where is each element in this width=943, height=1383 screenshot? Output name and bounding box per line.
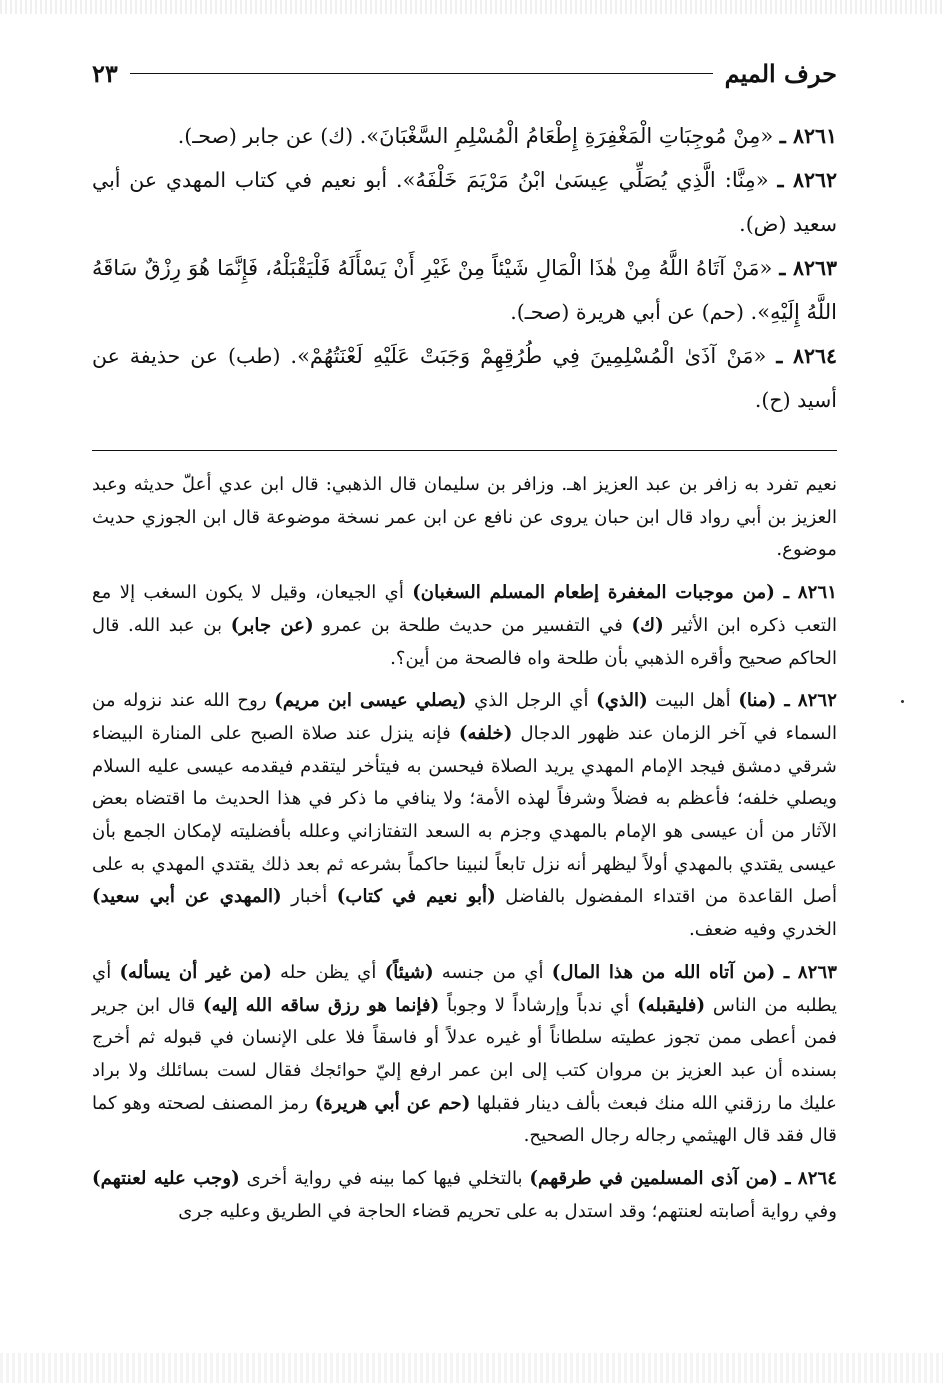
commentary-text: فإنه ينزل عند صلاة الصبح على المنارة البيضاء شرقي دمشق فيجد الإمام المهدي يريد الصلاة فيحسن به فيتأخر ليتقدم فيقدمه عيسى عليه السلام ويصلي خلفه؛ فأعظم به فضلاً وشرفاً لهذه الأمة؛ ولا ينافي ما ذكر في هذا الحديث ما اقتضاه بعض الآثار من أن عيسى هو الإمام بالمهدي وجزم به السعد التفتازاني وعلله بأفضليته لإمكان الجمع بأن عيسى يقتدي بالمهدي أولاً ليظهر أنه نزل تابعاً لنبينا حاكماً بشرعه ثم بعد ذلك يقتدي المهدي به على أصل القاعدة من اقتداء المفضول بالفاضل: [92, 722, 837, 908]
commentary-text: أهل البيت: [647, 690, 739, 712]
commentary-lemma: (عن جابر): [230, 614, 314, 636]
hadith-entry: [92, 114, 837, 158]
commentary-lemma: ٨٢٦٣ ـ (من آتاه الله من هذا المال): [551, 961, 837, 983]
commentary-text: روح الله عند نزوله من السماء في آخر الزمان عند ظهور الدجال: [92, 690, 838, 744]
hadith-quote: «مِنَّا: الَّذِي يُصَلِّي عِيسَىٰ ابْنُ مَرْيَمَ خَلْفَهُ».: [395, 168, 769, 192]
hadith-source: (طب) عن حذيفة عن أسيد (ح).: [92, 344, 837, 412]
section-divider: [92, 450, 837, 451]
header-rule: [130, 73, 713, 74]
hadith-number: ٨٢٦٢ ـ: [777, 168, 837, 192]
commentary-lemma: (وجب عليه لعنتهم): [92, 1168, 240, 1190]
book-page: [92, 50, 837, 1238]
commentary-text: أي الجيعان، وقيل لا يكون السغب إلا مع التعب ذكره ابن الأثير: [92, 582, 837, 636]
commentary-text: وفي رواية أصابته لعنتهم؛ وقد استدل به على تحريم قضاء الحاجة في الطريق وعليه جرى: [178, 1200, 837, 1222]
commentary-paragraph: [92, 469, 837, 567]
hadith-entry: [92, 334, 837, 422]
commentary-text: رمز المصنف لصحته وهو كما قال فقد قال الهيثمي رجاله رجال الصحيح.: [92, 1092, 837, 1147]
commentary-paragraph: [92, 685, 837, 947]
commentary-lemma: ٨٢٦٤ ـ (من آذى المسلمين في طرقهم): [529, 1168, 837, 1190]
hadith-quote: «مِنْ مُوجِبَاتِ الْمَغْفِرَةِ إِطْعَامُ الْمُسْلِمِ السَّغْبَانَ».: [359, 124, 774, 148]
commentary-text: أخبار: [281, 886, 337, 908]
hadith-source: (ك) عن جابر (صحـ).: [177, 124, 360, 148]
hadith-number: ٨٢٦٣ ـ: [779, 256, 837, 280]
commentary-text: أي يطلبه من الناس: [92, 961, 837, 1016]
commentary-paragraph: [92, 1163, 837, 1228]
commentary-lemma: (ك): [631, 614, 664, 636]
hadith-number: ٨٢٦٤ ـ: [776, 344, 837, 368]
running-head: [92, 50, 837, 96]
scan-noise-top: [0, 0, 943, 14]
commentary-lemma: (يصلي عيسى ابن مريم): [274, 690, 467, 712]
commentary-lemma: (فليقبله): [637, 994, 706, 1016]
commentary-paragraph: [92, 957, 837, 1153]
hadith-quote: «مَنْ آذَىٰ الْمُسْلِمِينَ فِي طُرُقِهِمْ وَجَبَتْ عَلَيْهِ لَعْنَتُهُمْ».: [290, 344, 767, 368]
commentary-lemma: (خلفه): [458, 722, 513, 744]
commentary-lemma: ٨٢٦٢ ـ (منا): [738, 690, 837, 712]
commentary-lemma: (من غير أن يسأله): [119, 961, 272, 983]
commentary-text: أي الرجل الذي: [466, 690, 597, 712]
commentary-text: بالتخلي فيها كما بينه في رواية أخرى: [239, 1168, 530, 1190]
commentary-lemma: ٨٢٦١ ـ (من موجبات المغفرة إطعام المسلم السغبان): [412, 582, 837, 604]
commentary-lemma: (حم عن أبي هريرة): [314, 1092, 471, 1114]
commentary-lemma: (الذي): [596, 690, 648, 712]
commentary-text: بن عبد الله. قال الحاكم صحيح وأقره الذهبي بأن طلحة واه فالصحة من أين؟.: [92, 614, 837, 669]
hadith-number: ٨٢٦١ ـ: [779, 124, 837, 148]
commentary-text: نعيم تفرد به زافر بن عبد العزيز اهـ. وزافر بن سليمان قال الذهبي: قال ابن عدي أعلّ حديثه وعبد العزيز بن أبي رواد قال ابن حبان يروى عن نافع عن ابن عمر نسخة موضوعة قال ابن الجوزي حديث موضوع.: [92, 474, 837, 561]
hadith-source: (حم) عن أبي هريرة (صحـ).: [510, 300, 751, 324]
commentary-text: الخدري وفيه ضعف.: [688, 919, 837, 941]
commentary-lemma: (أبو نعيم في كتاب): [336, 886, 496, 908]
commentary-lemma: (شيئاً): [384, 961, 434, 983]
page-number: ٢٣: [92, 58, 118, 88]
hadith-quote: «مَنْ آتَاهُ اللَّهُ مِنْ هٰذَا الْمَالِ شَيْئاً مِنْ غَيْرِ أَنْ يَسْأَلَهُ فَلْيَقْبَلْهُ، فَإِنَّمَا هُوَ رِزْقٌ سَاقَهُ اللَّهُ إِلَيْهِ».: [92, 256, 837, 324]
commentary-lemma: (المهدي عن أبي سعيد): [92, 886, 282, 908]
commentary-text: أي يظن حله: [271, 961, 385, 983]
margin-speck: [901, 700, 904, 703]
hadith-entry: [92, 158, 837, 246]
commentary-text: في التفسير من حديث طلحة بن عمرو: [313, 614, 632, 636]
hadith-entry: [92, 246, 837, 334]
commentary: [92, 469, 837, 1228]
commentary-text: أي ندباً وإرشاداً لا وجوباً: [439, 994, 638, 1016]
scan-noise-bottom: [0, 1353, 943, 1383]
hadith-source: أبو نعيم في كتاب المهدي عن أبي سعيد (ض).: [92, 168, 837, 236]
hadith-text: [92, 114, 837, 422]
chapter-title: حرف الميم: [724, 58, 837, 88]
commentary-text: أي من جنسه: [433, 961, 552, 983]
commentary-lemma: (فإنما هو رزق ساقه الله إليه): [203, 994, 440, 1016]
commentary-text: قال ابن جرير فمن أعطى ممن تجوز عطيته سلطاناً أو غيره عدلاً أو فاسقاً فلا على الإنسان في قبوله ثم أخرج بسنده أن عبد العزيز بن مروان كتب إلى ابن عمر ارفع إليّ حوائجك فقال لست بسائلك ولا براد عليك ما رزقني الله منك فبعث بألف دينار فقبلها: [92, 994, 837, 1114]
commentary-paragraph: [92, 577, 837, 675]
